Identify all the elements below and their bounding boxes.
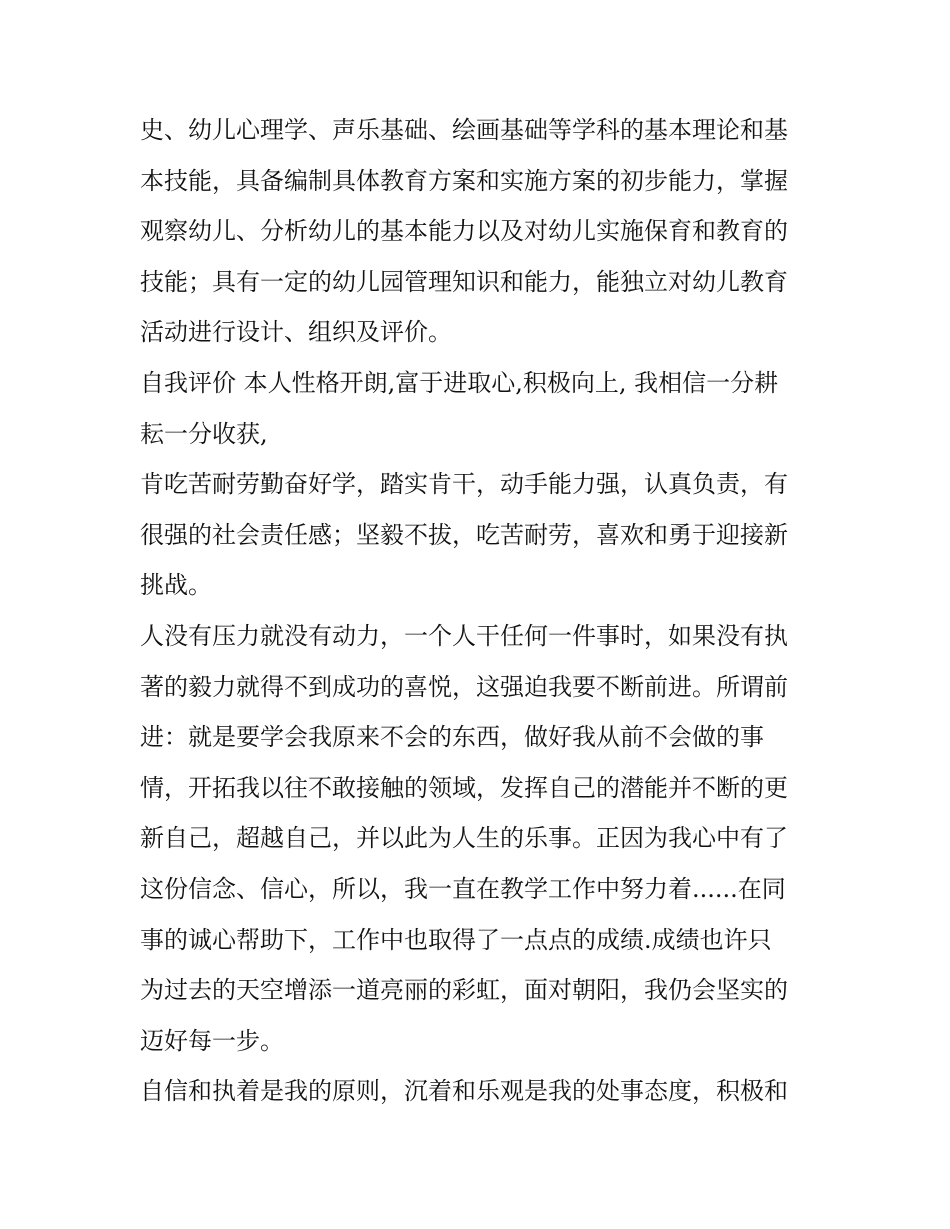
text-line: 进：就是要学会我原来不会的东西，做好我从前不会做的事 xyxy=(140,723,764,752)
text-line: 迈好每一步。 xyxy=(140,1026,284,1055)
text-line: 观察幼儿、分析幼儿的基本能力以及对幼儿实施保育和教育的 xyxy=(140,217,788,246)
text-line: 著的毅力就得不到成功的喜悦，这强迫我要不断前进。所谓前 xyxy=(140,672,788,701)
text-line: 为过去的天空增添一道亮丽的彩虹，面对朝阳，我仍会坚实的 xyxy=(140,976,788,1005)
text-line: 新自己，超越自己，并以此为人生的乐事。正因为我心中有了 xyxy=(140,824,788,853)
text-line: 肯吃苦耐劳勤奋好学，踏实肯干，动手能力强，认真负责，有 xyxy=(140,470,788,499)
text-line: 耘一分收获, xyxy=(140,419,268,448)
text-line: 挑战。 xyxy=(140,571,212,600)
text-line: 事的诚心帮助下，工作中也取得了一点点的成绩.成绩也许只 xyxy=(140,925,772,954)
text-line: 这份信念、信心，所以，我一直在教学工作中努力着......在同 xyxy=(140,874,786,903)
text-line: 自信和执着是我的原则，沉着和乐观是我的处事态度，积极和 xyxy=(140,1077,788,1106)
text-line: 很强的社会责任感；坚毅不拔，吃苦耐劳，喜欢和勇于迎接新 xyxy=(140,520,788,549)
text-line: 技能；具有一定的幼儿园管理知识和能力，能独立对幼儿教育 xyxy=(140,267,788,296)
text-line: 情，开拓我以往不敢接触的领域，发挥自己的潜能并不断的更 xyxy=(140,773,788,802)
text-line: 本技能，具备编制具体教育方案和实施方案的初步能力，掌握 xyxy=(140,166,788,195)
text-line: 活动进行设计、组织及评价。 xyxy=(140,318,452,347)
document-body xyxy=(140,105,820,1117)
text-line: 人没有压力就没有动力，一个人干任何一件事时，如果没有执 xyxy=(140,621,788,650)
text-line: 史、幼儿心理学、声乐基础、绘画基础等学科的基本理论和基 xyxy=(140,116,788,144)
text-line: 自我评价 本人性格开朗,富于进取心,积极向上, 我相信一分耕 xyxy=(140,368,779,397)
